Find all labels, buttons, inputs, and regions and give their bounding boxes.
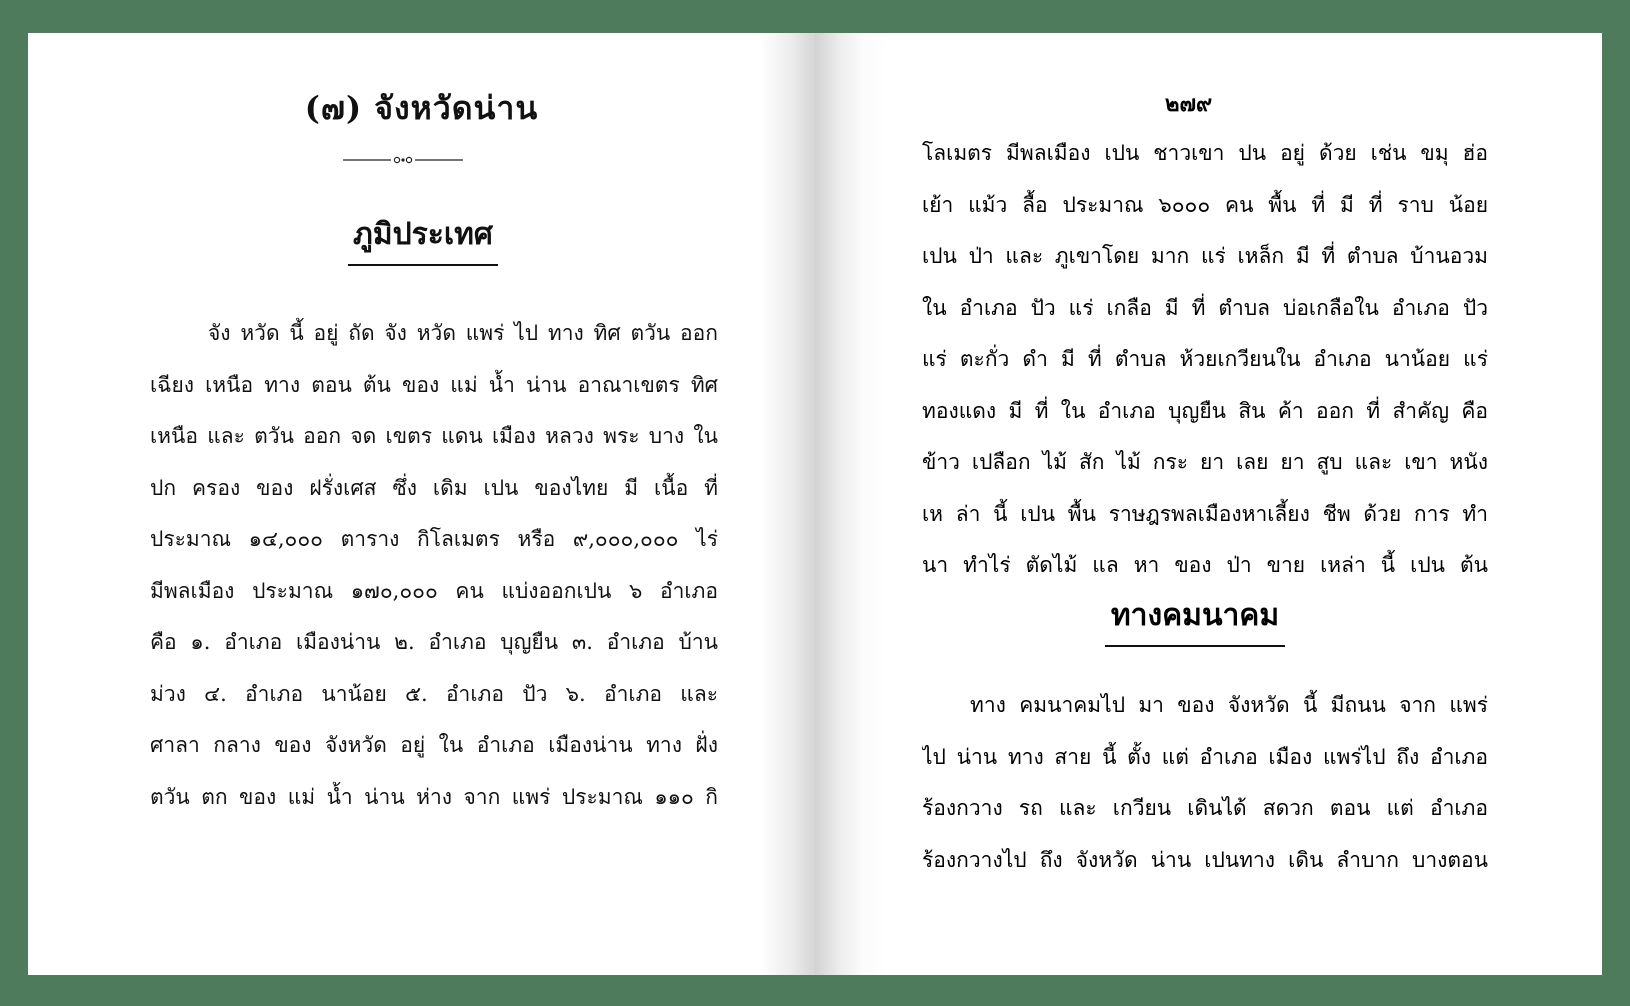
heading-underline bbox=[348, 264, 498, 266]
text-line: มีพลเมือง ประมาณ ๑๗๐,๐๐๐ คน แบ่งออกเปน ๖ อำเภอ bbox=[150, 578, 718, 603]
text-line: ทาง คมนาคมไป มา ของ จังหวัด นี้ มีถนน จาก แพร่ bbox=[970, 693, 1488, 717]
text-line: ร้องกวางไป ถึง จังหวัด น่าน เปนทาง เดิน ลำบาก บางตอน bbox=[922, 847, 1488, 872]
text-line: คือ ๑. อำเภอ เมืองน่าน ๒. อำเภอ บุญยืน ๓. อำเภอ บ้าน bbox=[150, 630, 718, 654]
text-line: ร้องกวาง รถ และ เกวียน เดินได้ สดวก ตอน แต่ อำเภอ bbox=[922, 796, 1488, 820]
left-page bbox=[28, 33, 815, 975]
section-heading-text: ภูมิประเทศ bbox=[353, 217, 493, 252]
chapter-title: (๗) จังหวัดน่าน bbox=[304, 89, 539, 127]
heading-underline bbox=[1105, 645, 1285, 647]
ornament-divider bbox=[343, 155, 463, 165]
text-line: แร่ ตะกั่ว ดำ มี ที่ ตำบล ห้วยเกวียนใน อำเภอ นาน้อย แร่ bbox=[922, 347, 1488, 371]
section-heading-transport bbox=[1105, 592, 1285, 647]
text-line: ใน อำเภอ ปัว แร่ เกลือ มี ที่ ตำบล บ่อเกลือใน อำเภอ ปัว bbox=[922, 295, 1488, 320]
text-line: ศาลา กลาง ของ จังหวัด อยู่ ใน อำเภอ เมืองน่าน ทาง ฝั่ง bbox=[150, 733, 718, 757]
section-heading-geography bbox=[348, 211, 498, 266]
text-line: เห ล่า นี้ เปน พื้น ราษฎรพลเมืองหาเลี้ยง ชีพ ด้วย การ ทำ bbox=[922, 501, 1488, 526]
section-heading-text: ทางคมนาคม bbox=[1110, 598, 1280, 633]
text-line: ม่วง ๔. อำเภอ นาน้อย ๕. อำเภอ ปัว ๖. อำเภอ และ bbox=[150, 681, 718, 706]
right-body-text bbox=[922, 128, 1488, 592]
text-line: เปน ป่า และ ภูเขาโดย มาก แร่ เหล็ก มี ที่ ตำบล บ้านอวม bbox=[922, 244, 1488, 268]
left-body-text bbox=[150, 308, 718, 823]
text-line: เฉียง เหนือ ทาง ตอน ต้น ของ แม่ น้ำ น่าน อาณาเขตร ทิศ bbox=[150, 372, 718, 397]
text-line: เย้า แม้ว ลื้อ ประมาณ ๖๐๐๐ คน พื้น ที่ มี ที่ ราบ น้อย bbox=[922, 192, 1488, 217]
text-line: ประมาณ ๑๔,๐๐๐ ตาราง กิโลเมตร หรือ ๙,๐๐๐,๐๐๐ ไร่ bbox=[150, 527, 718, 551]
text-line: ตวัน ตก ของ แม่ น้ำ น่าน ห่าง จาก แพร่ ประมาณ ๑๑๐ กิ bbox=[150, 784, 718, 809]
text-line: เหนือ และ ตวัน ออก จด เขตร แดน เมือง หลวง พระ บาง ใน bbox=[150, 424, 718, 448]
text-line: ไป น่าน ทาง สาย นี้ ตั้ง แต่ อำเภอ เมือง แพร่ไป ถึง อำเภอ bbox=[922, 744, 1488, 769]
text-line: ทองแดง มี ที่ ใน อำเภอ บุญยืน สิน ค้า ออก ที่ สำคัญ คือ bbox=[922, 398, 1488, 423]
text-line: จัง หวัด นี้ อยู่ ถัด จัง หวัด แพร่ ไป ทาง ทิศ ตวัน ออก bbox=[208, 321, 718, 345]
text-line: ข้าว เปลือก ไม้ สัก ไม้ กระ ยา เลย ยา สูบ และ เขา หนัง bbox=[922, 450, 1488, 474]
text-line: ปก ครอง ของ ฝรั่งเศส ซึ่ง เดิม เปน ของไทย มี เนื้อ ที่ bbox=[150, 475, 718, 500]
page-number: ๒๗๙ bbox=[1165, 91, 1213, 117]
text-line: นา ทำไร่ ตัดไม้ แล หา ของ ป่า ขาย เหล่า นี้ เปน ต้น bbox=[922, 553, 1488, 577]
text-line: โลเมตร มีพลเมือง เปน ชาวเขา ปน อยู่ ด้วย เช่น ขมุ ฮ่อ bbox=[922, 141, 1488, 165]
right-body-text-transport bbox=[922, 680, 1488, 886]
